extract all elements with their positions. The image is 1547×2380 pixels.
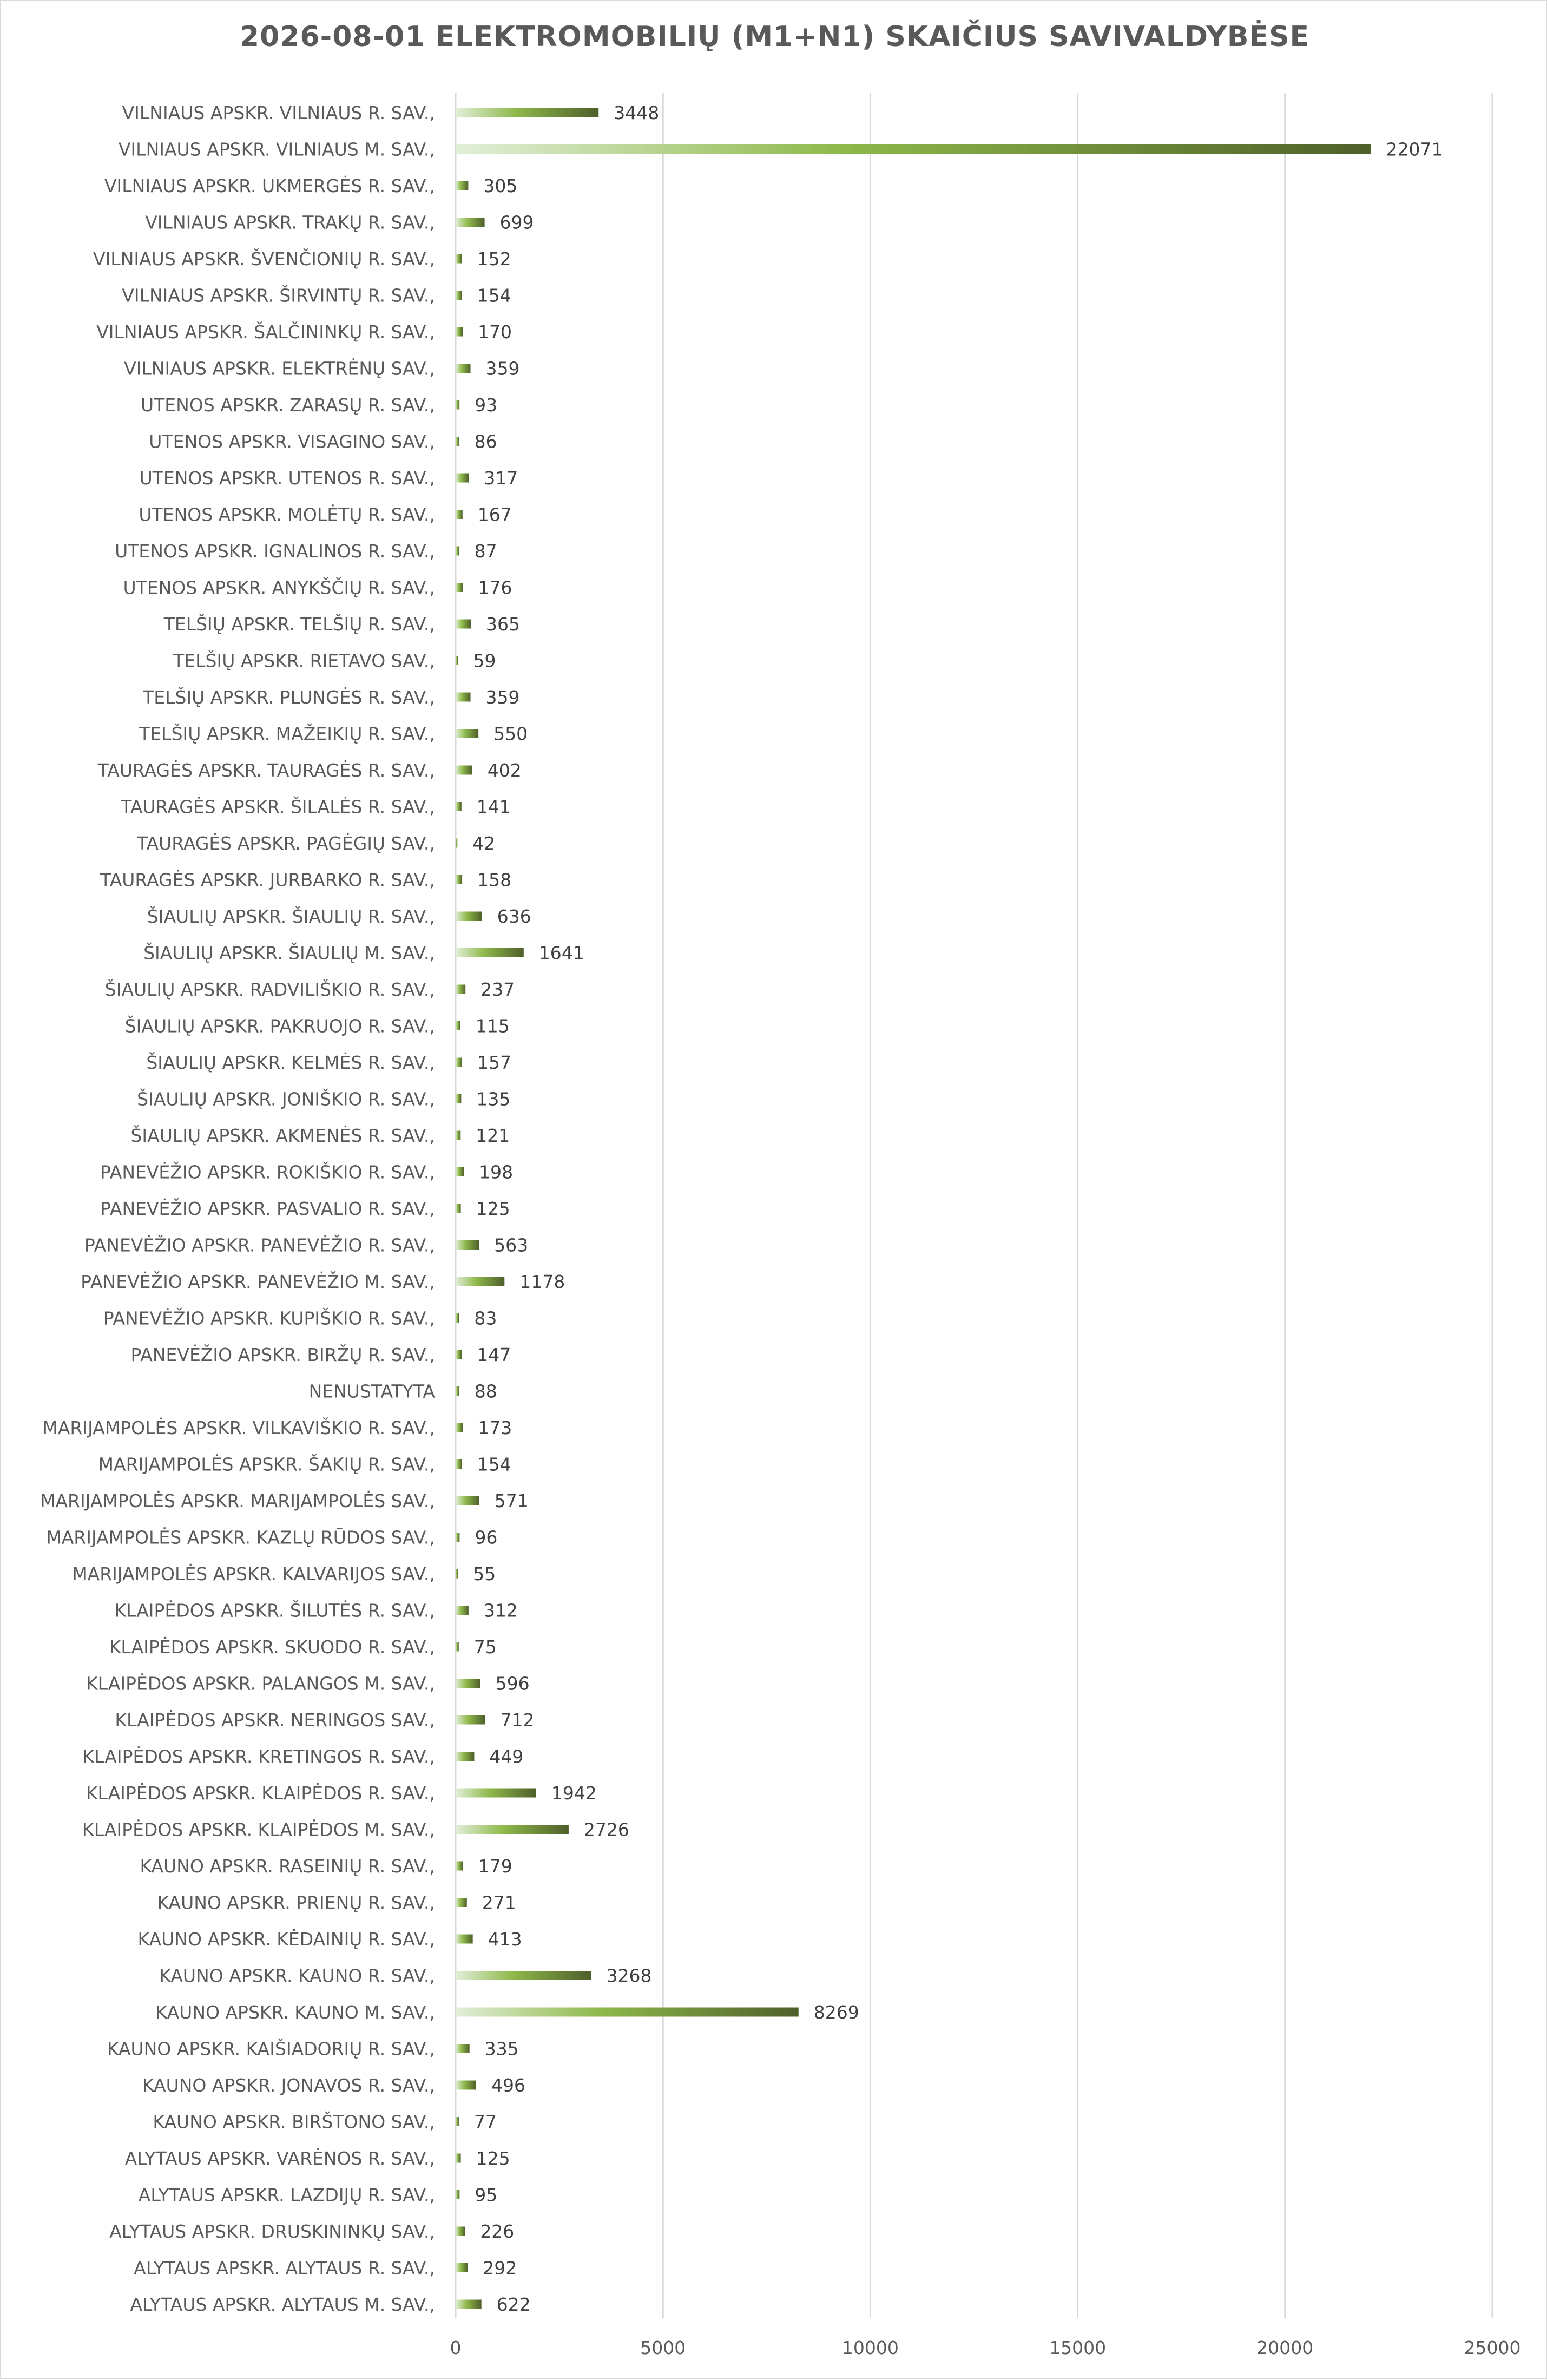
category-label: NENUSTATYTA xyxy=(308,1380,435,1402)
data-label: 402 xyxy=(487,760,522,781)
data-label: 699 xyxy=(499,212,534,233)
category-label: ALYTAUS APSKR. ALYTAUS R. SAV., xyxy=(134,2257,435,2279)
data-label: 636 xyxy=(497,906,531,927)
bar xyxy=(456,2081,476,2090)
bar xyxy=(456,2044,470,2053)
bar xyxy=(456,364,471,373)
data-label: 88 xyxy=(474,1380,497,1402)
bar xyxy=(456,1350,462,1359)
category-label: PANEVĖŽIO APSKR. PANEVĖŽIO R. SAV., xyxy=(84,1234,435,1256)
data-label: 95 xyxy=(475,2184,498,2206)
bar xyxy=(456,291,462,300)
category-labels xyxy=(40,102,435,2315)
bar xyxy=(456,985,465,994)
category-label: ŠIAULIŲ APSKR. ŠIAULIŲ M. SAV., xyxy=(143,942,435,964)
category-label: KAUNO APSKR. PRIENŲ R. SAV., xyxy=(157,1892,435,1914)
data-label: 167 xyxy=(477,504,512,525)
category-label: KAUNO APSKR. KĖDAINIŲ R. SAV., xyxy=(137,1929,435,1950)
category-label: VILNIAUS APSKR. VILNIAUS M. SAV., xyxy=(118,139,435,160)
data-label: 312 xyxy=(483,1600,518,1621)
category-label: PANEVĖŽIO APSKR. BIRŽŲ R. SAV., xyxy=(130,1344,435,1365)
data-label: 141 xyxy=(476,796,511,818)
category-label: KLAIPĖDOS APSKR. PALANGOS M. SAV., xyxy=(86,1673,435,1694)
data-label: 317 xyxy=(484,468,518,489)
data-label: 596 xyxy=(495,1673,530,1694)
category-label: TELŠIŲ APSKR. MAŽEIKIŲ R. SAV., xyxy=(139,723,435,745)
bar xyxy=(456,327,463,337)
bar xyxy=(456,1058,462,1067)
category-label: VILNIAUS APSKR. UKMERGĖS R. SAV., xyxy=(104,175,435,196)
bar xyxy=(456,1094,461,1103)
data-label: 55 xyxy=(473,1563,496,1585)
data-label: 359 xyxy=(485,687,520,708)
category-label: UTENOS APSKR. VISAGINO SAV., xyxy=(149,431,435,452)
category-label: VILNIAUS APSKR. VILNIAUS R. SAV., xyxy=(122,102,435,123)
bar xyxy=(456,1533,459,1542)
data-label: 3268 xyxy=(606,1965,652,1987)
bar xyxy=(456,474,469,483)
x-axis-ticks xyxy=(450,2337,1521,2358)
category-label: KAUNO APSKR. RASEINIŲ R. SAV., xyxy=(140,1856,435,1877)
data-label: 237 xyxy=(480,979,515,1000)
category-label: KAUNO APSKR. KAUNO M. SAV., xyxy=(155,2002,435,2023)
category-label: VILNIAUS APSKR. ELEKTRĖNŲ SAV., xyxy=(124,358,435,379)
data-label: 449 xyxy=(489,1746,524,1767)
data-label: 152 xyxy=(477,248,511,269)
data-label: 2726 xyxy=(583,1819,629,1840)
data-label: 59 xyxy=(473,650,496,672)
data-label: 198 xyxy=(479,1161,514,1183)
category-label: KAUNO APSKR. KAIŠIADORIŲ R. SAV., xyxy=(107,2038,435,2060)
category-label: ALYTAUS APSKR. LAZDIJŲ R. SAV., xyxy=(138,2184,435,2206)
bar xyxy=(456,875,462,884)
bar xyxy=(456,839,457,848)
bar xyxy=(456,144,1371,154)
bar xyxy=(456,1935,473,1944)
category-label: VILNIAUS APSKR. ŠVENČIONIŲ R. SAV., xyxy=(93,248,435,269)
data-label: 86 xyxy=(474,431,497,452)
bar xyxy=(456,948,524,957)
bar xyxy=(456,2117,459,2126)
data-label: 135 xyxy=(476,1088,511,1110)
bar xyxy=(456,656,458,665)
category-label: MARIJAMPOLĖS APSKR. KALVARIJOS SAV., xyxy=(72,1563,435,1585)
data-label: 154 xyxy=(477,285,511,306)
data-labels xyxy=(472,102,1443,2315)
data-label: 170 xyxy=(478,321,512,343)
data-label: 157 xyxy=(477,1052,512,1073)
bar xyxy=(456,1313,459,1323)
bar xyxy=(456,1971,591,1980)
data-label: 147 xyxy=(477,1344,511,1365)
bar xyxy=(456,583,463,592)
data-label: 87 xyxy=(474,541,497,562)
data-label: 96 xyxy=(475,1527,498,1548)
data-label: 77 xyxy=(473,2111,497,2133)
category-label: UTENOS APSKR. ZARASŲ R. SAV., xyxy=(140,395,435,416)
category-label: UTENOS APSKR. UTENOS R. SAV., xyxy=(139,468,435,489)
category-label: PANEVĖŽIO APSKR. KUPIŠKIO R. SAV., xyxy=(103,1307,435,1329)
data-label: 75 xyxy=(473,1636,497,1658)
data-label: 93 xyxy=(475,395,498,416)
category-label: TAURAGĖS APSKR. ŠILALĖS R. SAV., xyxy=(121,796,435,818)
category-label: UTENOS APSKR. ANYKŠČIŲ R. SAV., xyxy=(123,577,435,599)
category-label: TAURAGĖS APSKR. JURBARKO R. SAV., xyxy=(100,869,435,891)
bar xyxy=(456,2263,468,2272)
category-label: ALYTAUS APSKR. DRUSKININKŲ SAV., xyxy=(109,2221,435,2242)
bar xyxy=(456,1021,460,1030)
data-label: 571 xyxy=(494,1490,529,1511)
category-label: VILNIAUS APSKR. ŠALČININKŲ R. SAV., xyxy=(96,321,435,343)
bar xyxy=(456,1204,461,1213)
bar xyxy=(456,1862,463,1871)
data-label: 179 xyxy=(478,1856,512,1877)
bar xyxy=(456,2227,465,2236)
category-label: KLAIPĖDOS APSKR. SKUODO R. SAV., xyxy=(109,1636,435,1658)
category-label: ŠIAULIŲ APSKR. ŠIAULIŲ R. SAV., xyxy=(147,906,435,927)
bar xyxy=(456,437,459,446)
bar xyxy=(456,1898,467,1907)
data-label: 359 xyxy=(485,358,520,379)
data-label: 496 xyxy=(491,2075,526,2096)
bar xyxy=(456,1496,479,1505)
bar xyxy=(456,1386,459,1396)
bar xyxy=(456,1240,479,1250)
category-label: MARIJAMPOLĖS APSKR. VILKAVIŠKIO R. SAV., xyxy=(42,1417,435,1438)
data-label: 292 xyxy=(483,2257,517,2279)
category-label: KAUNO APSKR. JONAVOS R. SAV., xyxy=(142,2075,435,2096)
category-label: TAURAGĖS APSKR. PAGĖGIŲ SAV., xyxy=(136,833,435,854)
bar xyxy=(456,1606,469,1615)
bar xyxy=(456,912,482,921)
category-label: TAURAGĖS APSKR. TAURAGĖS R. SAV., xyxy=(97,760,435,781)
bar xyxy=(456,1131,460,1140)
bar xyxy=(456,1642,459,1652)
data-label: 563 xyxy=(494,1234,529,1256)
bar xyxy=(456,2008,799,2017)
bar xyxy=(456,510,463,519)
category-label: KLAIPĖDOS APSKR. ŠILUTĖS R. SAV., xyxy=(114,1600,435,1621)
bar xyxy=(456,547,459,556)
bar xyxy=(456,1679,480,1688)
category-label: MARIJAMPOLĖS APSKR. KAZLŲ RŪDOS SAV., xyxy=(46,1527,435,1548)
bar xyxy=(456,2300,482,2309)
data-label: 1641 xyxy=(538,942,584,964)
bar xyxy=(456,1167,464,1176)
data-label: 622 xyxy=(496,2294,531,2315)
data-label: 550 xyxy=(493,723,528,745)
category-label: KLAIPĖDOS APSKR. NERINGOS SAV., xyxy=(115,1710,435,1731)
category-label: KLAIPĖDOS APSKR. KLAIPĖDOS R. SAV., xyxy=(85,1783,435,1804)
data-label: 125 xyxy=(476,2148,510,2169)
chart-title: 2026-08-01 ELEKTROMOBILIŲ (M1+N1) SKAIČIUS SAVIVALDYBĖSE xyxy=(239,21,1310,53)
x-tick-label: 25000 xyxy=(1464,2337,1521,2358)
category-label: TELŠIŲ APSKR. TELŠIŲ R. SAV., xyxy=(163,614,435,635)
data-label: 176 xyxy=(478,577,512,599)
x-tick-label: 15000 xyxy=(1049,2337,1107,2358)
category-label: ALYTAUS APSKR. VARĖNOS R. SAV., xyxy=(124,2148,435,2169)
bar xyxy=(456,1825,569,1834)
bar xyxy=(456,1423,463,1432)
data-label: 125 xyxy=(476,1198,510,1219)
data-label: 158 xyxy=(477,869,512,891)
x-tick-label: 10000 xyxy=(841,2337,899,2358)
bar xyxy=(456,1715,485,1725)
category-label: UTENOS APSKR. MOLĖTŲ R. SAV., xyxy=(139,504,435,525)
category-label: MARIJAMPOLĖS APSKR. ŠAKIŲ R. SAV., xyxy=(98,1454,435,1475)
data-label: 83 xyxy=(474,1307,497,1329)
bar xyxy=(456,802,462,811)
category-label: TELŠIŲ APSKR. RIETAVO SAV., xyxy=(173,650,435,672)
data-label: 271 xyxy=(482,1892,516,1914)
category-label: ŠIAULIŲ APSKR. AKMENĖS R. SAV., xyxy=(130,1125,435,1146)
data-label: 115 xyxy=(475,1015,510,1037)
bar xyxy=(456,1459,462,1469)
bar xyxy=(456,693,471,702)
data-label: 42 xyxy=(472,833,496,854)
category-label: UTENOS APSKR. IGNALINOS R. SAV., xyxy=(115,541,435,562)
category-label: ŠIAULIŲ APSKR. KELMĖS R. SAV., xyxy=(146,1052,435,1073)
data-label: 305 xyxy=(483,175,518,196)
category-label: VILNIAUS APSKR. TRAKŲ R. SAV., xyxy=(145,212,435,233)
data-label: 173 xyxy=(478,1417,512,1438)
bar xyxy=(456,2190,459,2199)
category-label: ŠIAULIŲ APSKR. RADVILIŠKIO R. SAV., xyxy=(104,979,435,1000)
bar xyxy=(456,108,598,117)
category-label: VILNIAUS APSKR. ŠIRVINTŲ R. SAV., xyxy=(122,285,435,306)
data-label: 335 xyxy=(484,2038,519,2060)
category-label: KLAIPĖDOS APSKR. KLAIPĖDOS M. SAV., xyxy=(82,1819,435,1840)
bar xyxy=(456,1752,474,1761)
data-label: 226 xyxy=(480,2221,515,2242)
bar-chart xyxy=(1,1,1547,2380)
data-label: 121 xyxy=(476,1125,510,1146)
category-label: KLAIPĖDOS APSKR. KRETINGOS R. SAV., xyxy=(82,1746,435,1767)
data-label: 154 xyxy=(477,1454,511,1475)
category-label: ŠIAULIŲ APSKR. PAKRUOJO R. SAV., xyxy=(124,1015,435,1037)
data-label: 1942 xyxy=(551,1783,597,1804)
data-label: 1178 xyxy=(519,1271,565,1292)
bars xyxy=(456,108,1371,2309)
data-label: 712 xyxy=(500,1710,535,1731)
category-label: TELŠIŲ APSKR. PLUNGĖS R. SAV., xyxy=(143,687,435,708)
category-label: MARIJAMPOLĖS APSKR. MARIJAMPOLĖS SAV., xyxy=(40,1490,435,1511)
bar xyxy=(456,766,472,775)
bar xyxy=(456,729,478,738)
category-label: PANEVĖŽIO APSKR. PASVALIO R. SAV., xyxy=(100,1198,435,1219)
category-label: KAUNO APSKR. KAUNO R. SAV., xyxy=(159,1965,435,1987)
bar xyxy=(456,1569,458,1579)
bar xyxy=(456,1277,504,1286)
bar xyxy=(456,1789,536,1798)
bar xyxy=(456,254,462,264)
category-label: KAUNO APSKR. BIRŠTONO SAV., xyxy=(153,2111,435,2133)
category-label: PANEVĖŽIO APSKR. ROKIŠKIO R. SAV., xyxy=(100,1161,435,1183)
data-label: 413 xyxy=(488,1929,522,1950)
data-label: 3448 xyxy=(614,102,660,123)
data-label: 22071 xyxy=(1386,139,1443,160)
x-tick-label: 20000 xyxy=(1256,2337,1314,2358)
bar xyxy=(456,400,459,410)
x-tick-label: 5000 xyxy=(640,2337,686,2358)
data-label: 8269 xyxy=(813,2002,859,2023)
data-label: 365 xyxy=(485,614,520,635)
bar xyxy=(456,218,485,227)
bar xyxy=(456,620,471,629)
category-label: PANEVĖŽIO APSKR. PANEVĖŽIO M. SAV., xyxy=(81,1271,435,1292)
bar xyxy=(456,2154,461,2163)
bar xyxy=(456,181,468,190)
category-label: ALYTAUS APSKR. ALYTAUS M. SAV., xyxy=(130,2294,435,2315)
x-tick-label: 0 xyxy=(450,2337,462,2358)
category-label: ŠIAULIŲ APSKR. JONIŠKIO R. SAV., xyxy=(137,1088,435,1110)
